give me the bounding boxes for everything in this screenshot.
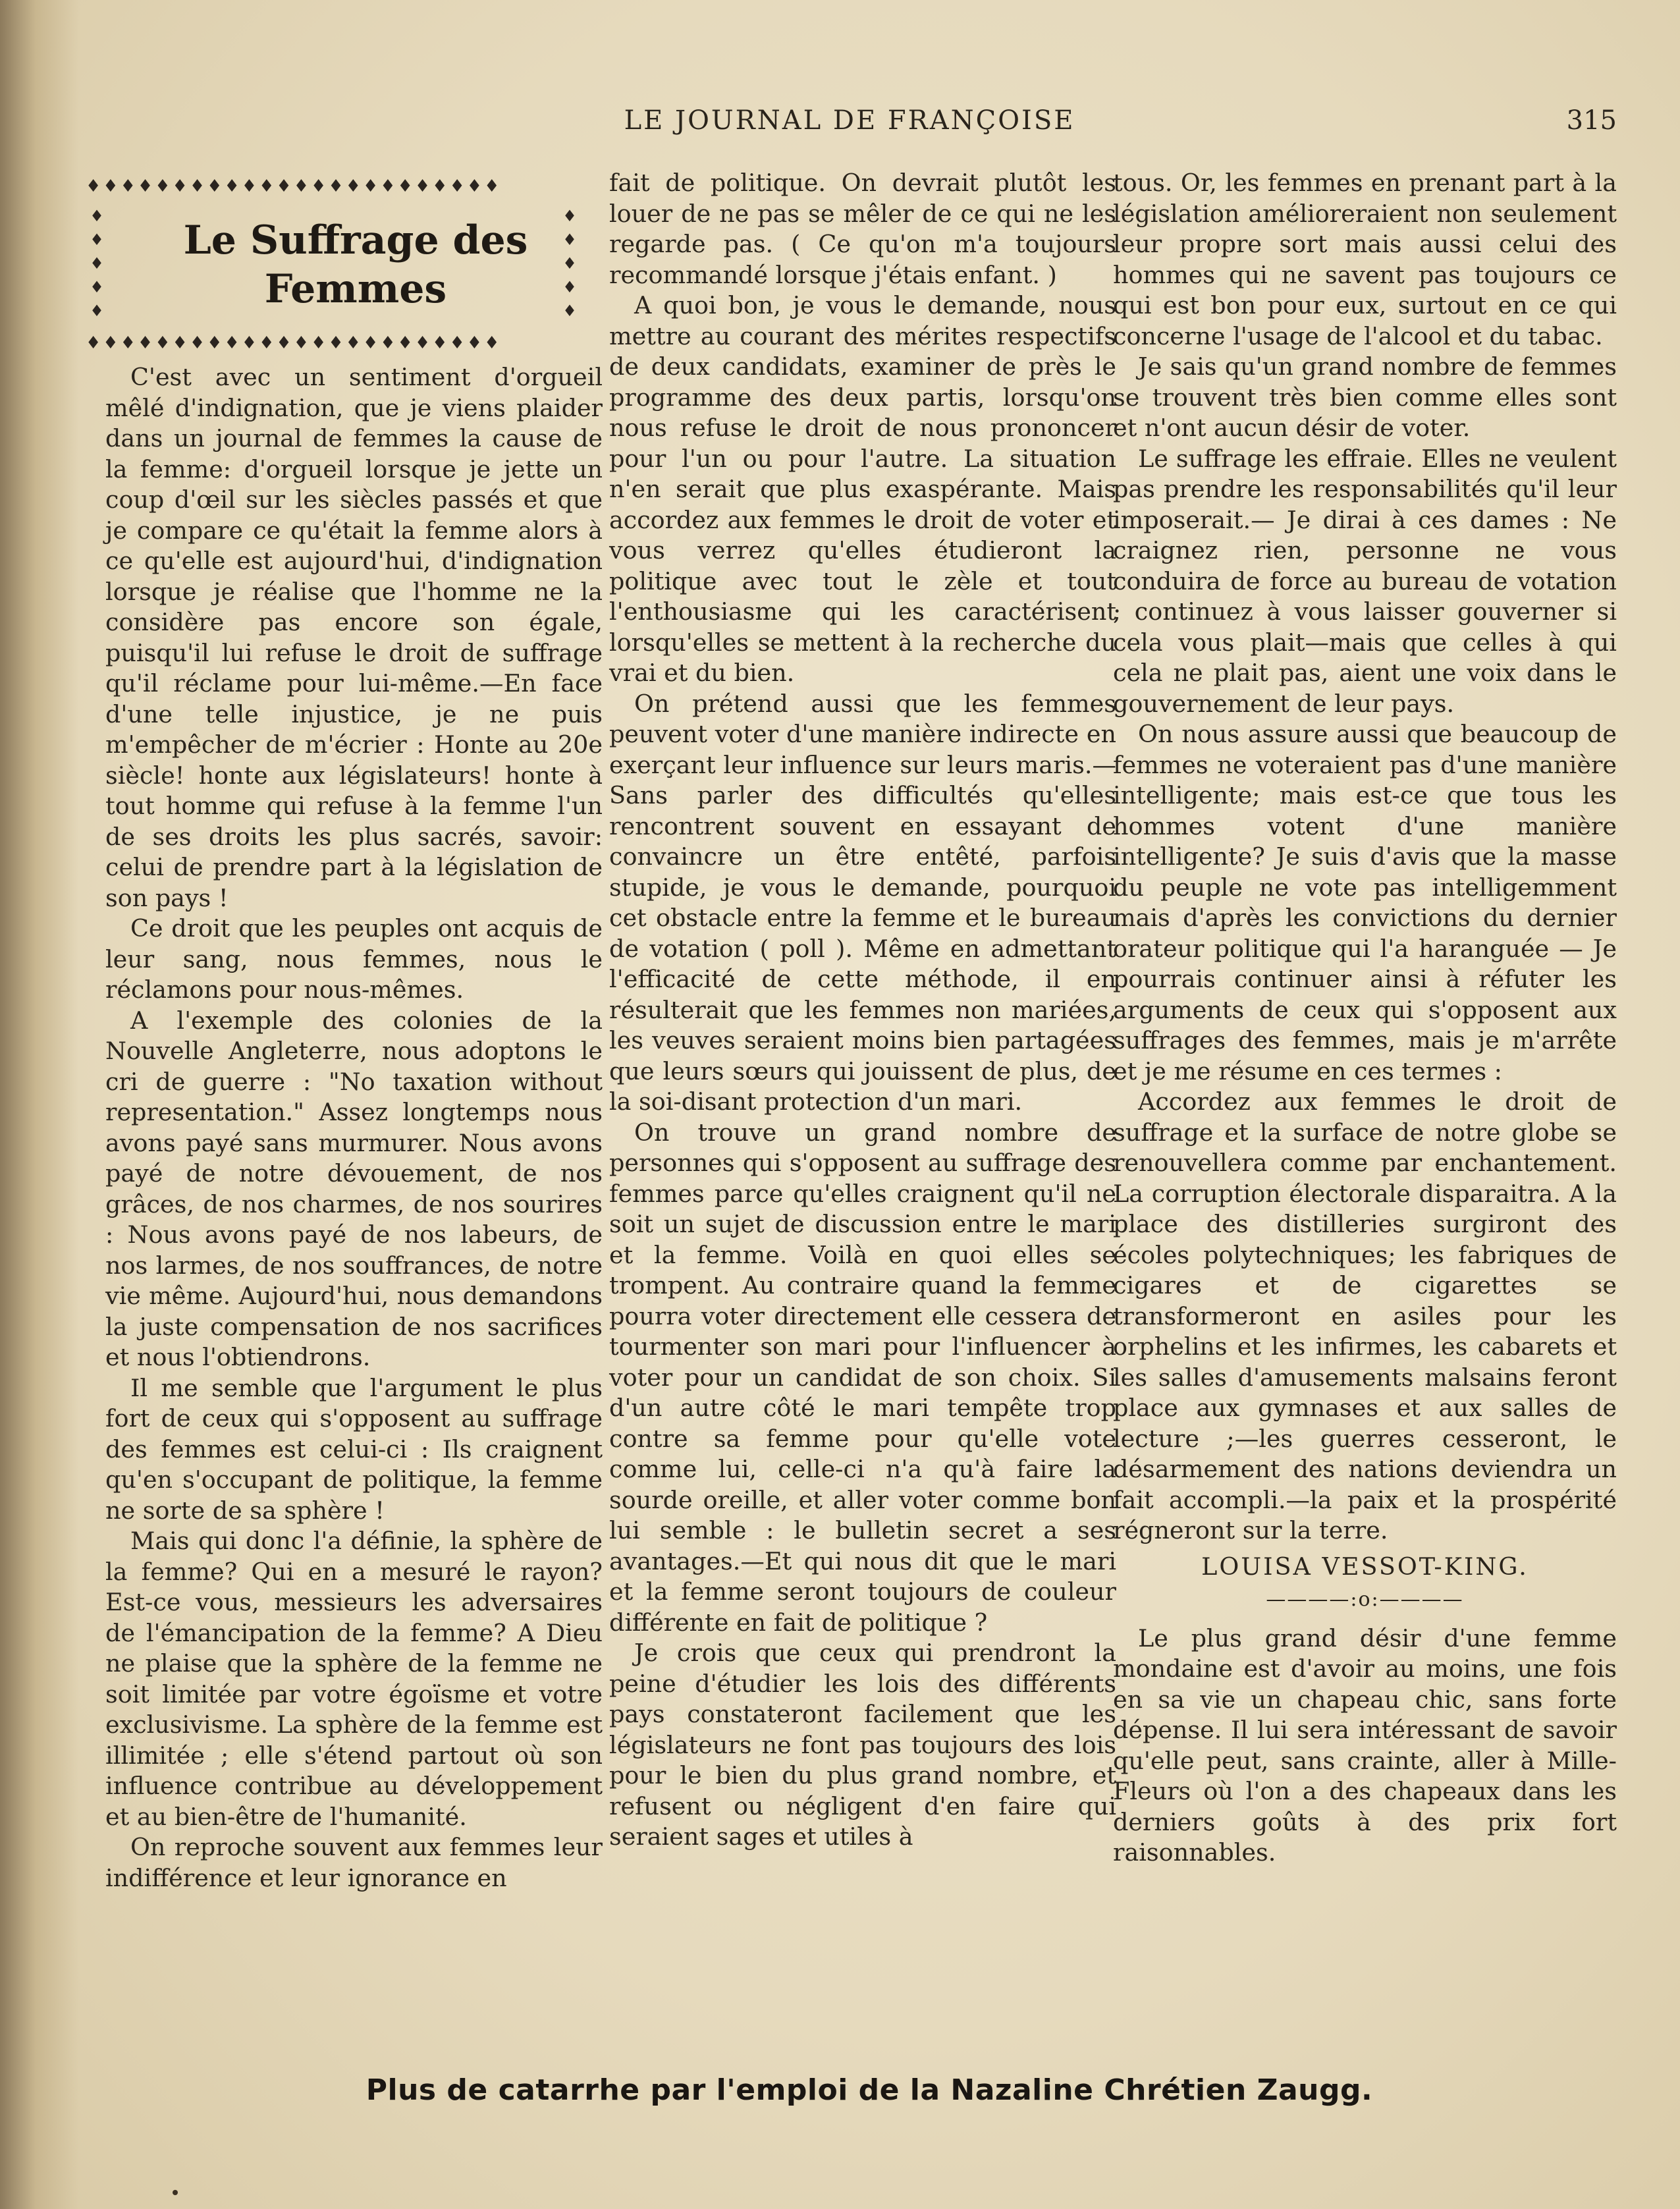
paragraph: Je sais qu'un grand nombre de femmes se trouvent très bien comme elles sont et n'ont aucun désir de voter. [1113, 352, 1617, 442]
side-note: Le plus grand désir d'une femme mondaine est d'avoir au moins, une fois en sa vie un chapeau chic, sans forte dépense. Il lui sera intéressant de savoir qu'elle peut, sans crainte, aller à Mille-Fleurs où l'on a des chapeaux dans les derniers goûts à des prix fort raisonnables. [1113, 1623, 1617, 1867]
article-title-line1: Le Suffrage des [183, 217, 528, 263]
footer-advertisement: Plus de catarrhe par l'emploi de la Nazaline Chrétien Zaugg. [366, 2073, 1373, 2107]
ornament-border-right: ♦ ♦ ♦ ♦ ♦ [562, 207, 577, 320]
article-column-2 [609, 168, 1116, 1853]
paragraph: tous. Or, les femmes en prenant part à la législation amélioreraient non seulement leur propre sort mais aussi celui des hommes qui ne savent pas toujours ce qui est bon pour eux, surtout en ce qui concerne l'usage de l'alcool et du tabac. [1113, 169, 1617, 350]
paragraph: On reproche souvent aux femmes leur indifférence et leur ignorance en [105, 1833, 603, 1892]
paragraph: fait de politique. On devrait plutôt les louer de ne pas se mêler de ce qui ne les regarde pas. ( Ce qu'on m'a toujours recommandé lorsque j'étais enfant. ) [609, 169, 1116, 289]
article-title-line2: Femmes [264, 266, 447, 312]
paragraph: Accordez aux femmes le droit de suffrage et la surface de notre globe se renouvellera comme par enchantement. La corruption électorale disparaitra. A la place des distilleries surgiront des écoles polytechniques; les fabriques de cigares et de cigarettes se transformeront en asiles pour les orphelins et les infirmes, les cabarets et les salles d'amusements malsains feront place aux gymnases et aux salles de lecture ;—les guerres cesseront, le désarmement des nations deviendra un fait accompli.—la paix et la prospérité régneront sur la terre. [1113, 1087, 1617, 1544]
paragraph: Je crois que ceux qui prendront la peine d'étudier les lois des différents pays constateront facilement que les législateurs ne font pas toujours des lois pour le bien du plus grand nombre, et refusent ou négligent d'en faire qui seraient sages et utiles à [609, 1639, 1116, 1851]
running-header: LE JOURNAL DE FRANÇOISE [624, 105, 1075, 136]
ink-spot [173, 2190, 178, 2195]
ornament-border-top: ♦♦♦♦♦♦♦♦♦♦♦♦♦♦♦♦♦♦♦♦♦♦♦♦ [86, 178, 502, 195]
paragraph: A quoi bon, je vous le demande, nous mettre au courant des mérites respectifs de deux candidats, examiner de près le programme des deux partis, lorsqu'on nous refuse le droit de nous prononcer pour l'un ou pour l'autre. La situation n'en serait que plus exaspérante. Mais accordez aux femmes le droit de voter et vous verrez qu'elles étudieront la politique avec tout le zèle et tout l'enthousiasme qui les caractérisent lorsqu'elles se mettent à la recherche du vrai et du bien. [609, 291, 1116, 687]
ornament-border-bottom: ♦♦♦♦♦♦♦♦♦♦♦♦♦♦♦♦♦♦♦♦♦♦♦♦ [86, 335, 502, 352]
article-column-3 [1113, 168, 1617, 1868]
paragraph: On nous assure aussi que beaucoup de femmes ne voteraient pas d'une manière intelligente; mais est-ce que tous les hommes votent d'une manière intelligente? Je suis d'avis que la masse du peuple ne vote pas intelligemment mais d'après les convictions du dernier orateur politique qui l'a haranguée — Je pourrais continuer ainsi à réfuter les arguments de ceux qui s'opposent aux suffrages des femmes, mais je m'arrête et je me résume en ces termes : [1113, 720, 1617, 1085]
paragraph: A l'exemple des colonies de la Nouvelle Angleterre, nous adoptons le cri de guerre : "No taxation without representation." Assez longtemps nous avons payé sans murmurer. Nous avons payé de notre dévouement, de nos grâces, de nos charmes, de nos sourires : Nous avons payé de nos labeurs, de nos larmes, de nos souffrances, de notre vie même. Aujourd'hui, nous demandons la juste compensation de nos sacrifices et nous l'obtiendrons. [105, 1006, 603, 1371]
ornament-border-left: ♦ ♦ ♦ ♦ ♦ [90, 207, 104, 320]
binding-shadow [0, 0, 79, 2209]
paragraph: Ce droit que les peuples ont acquis de leur sang, nous femmes, nous le réclamons pour nous-mêmes. [105, 914, 603, 1004]
paragraph: C'est avec un sentiment d'orgueil mêlé d'indignation, que je viens plaider dans un journal de femmes la cause de la femme: d'orgueil lorsque je jette un coup d'œil sur les siècles passés et que je compare ce qu'était la femme alors à ce qu'elle est aujourd'hui, d'indignation lorsque je réalise que l'homme ne la considère pas encore son égale, puisqu'il lui refuse le droit de suffrage qu'il réclame pour lui-même.—En face d'une telle injustice, je ne puis m'empêcher de m'écrier : Honte au 20e siècle! honte aux législateurs! honte à tout homme qui refuse à la femme l'un de ses droits les plus sacrés, savoir: celui de prendre part à la législation de son pays ! [105, 363, 603, 912]
paragraph: On trouve un grand nombre de personnes qui s'opposent au suffrage des femmes parce qu'elles craignent qu'il ne soit un sujet de discussion entre le mari et la femme. Voilà en quoi elles se trompent. Au contraire quand la femme pourra voter directement elle cessera de tourmenter son mari pour l'influencer à voter pour un candidat de son choix. Si d'un autre côté le mari tempête trop contre sa femme pour qu'elle vote comme lui, celle-ci n'a qu'à faire la sourde oreille, et aller voter comme bon lui semble : le bulletin secret a ses avantages.—Et qui nous dit que le mari et la femme seront toujours de couleur différente en fait de politique ? [609, 1118, 1116, 1637]
author-signature: LOUISA VESSOT-KING. [1201, 1552, 1529, 1581]
paragraph: On prétend aussi que les femmes peuvent voter d'une manière indirecte en exerçant leur influence sur leurs maris.— Sans parler des difficultés qu'elles rencontrent souvent en essayant de convaincre un être entêté, parfois stupide, je vous le demande, pourquoi cet obstacle entre la femme et le bureau de votation ( poll ). Même en admettant l'efficacité de cette méthode, il en résulterait que les femmes non mariées, les veuves seraient moins bien partagées que leurs sœurs qui jouissent de plus, de la soi-disant protection d'un mari. [609, 689, 1116, 1116]
paragraph: Mais qui donc l'a définie, la sphère de la femme? Qui en a mesuré le rayon? Est-ce vous, messieurs les adversaires de l'émancipation de la femme? A Dieu ne plaise que la sphère de la femme ne soit limitée par votre égoïsme et votre exclusivisme. La sphère de la femme est illimitée ; elle s'étend partout où son influence contribue au développement et au bien-être de l'humanité. [105, 1527, 603, 1831]
article-column-1 [105, 362, 603, 1894]
paragraph: Il me semble que l'argument le plus fort de ceux qui s'opposent au suffrage des femmes est celui-ci : Ils craignent qu'en s'occupant de politique, la femme ne sorte de sa sphère ! [105, 1373, 603, 1525]
article-title [112, 216, 599, 314]
page-number: 315 [1566, 105, 1617, 136]
paragraph: Le suffrage les effraie. Elles ne veulent pas prendre les responsabilités qu'il leur imposerait.— Je dirai à ces dames : Ne craignez rien, personne ne vous conduira de force au bureau de votation ; continuez à vous laisser gouverner si cela vous plait—mais que celles à qui cela ne plait pas, aient une voix dans le gouvernement de leur pays. [1113, 444, 1617, 718]
section-separator: ————:o:———— [1266, 1588, 1464, 1611]
article-title-box [86, 178, 583, 352]
